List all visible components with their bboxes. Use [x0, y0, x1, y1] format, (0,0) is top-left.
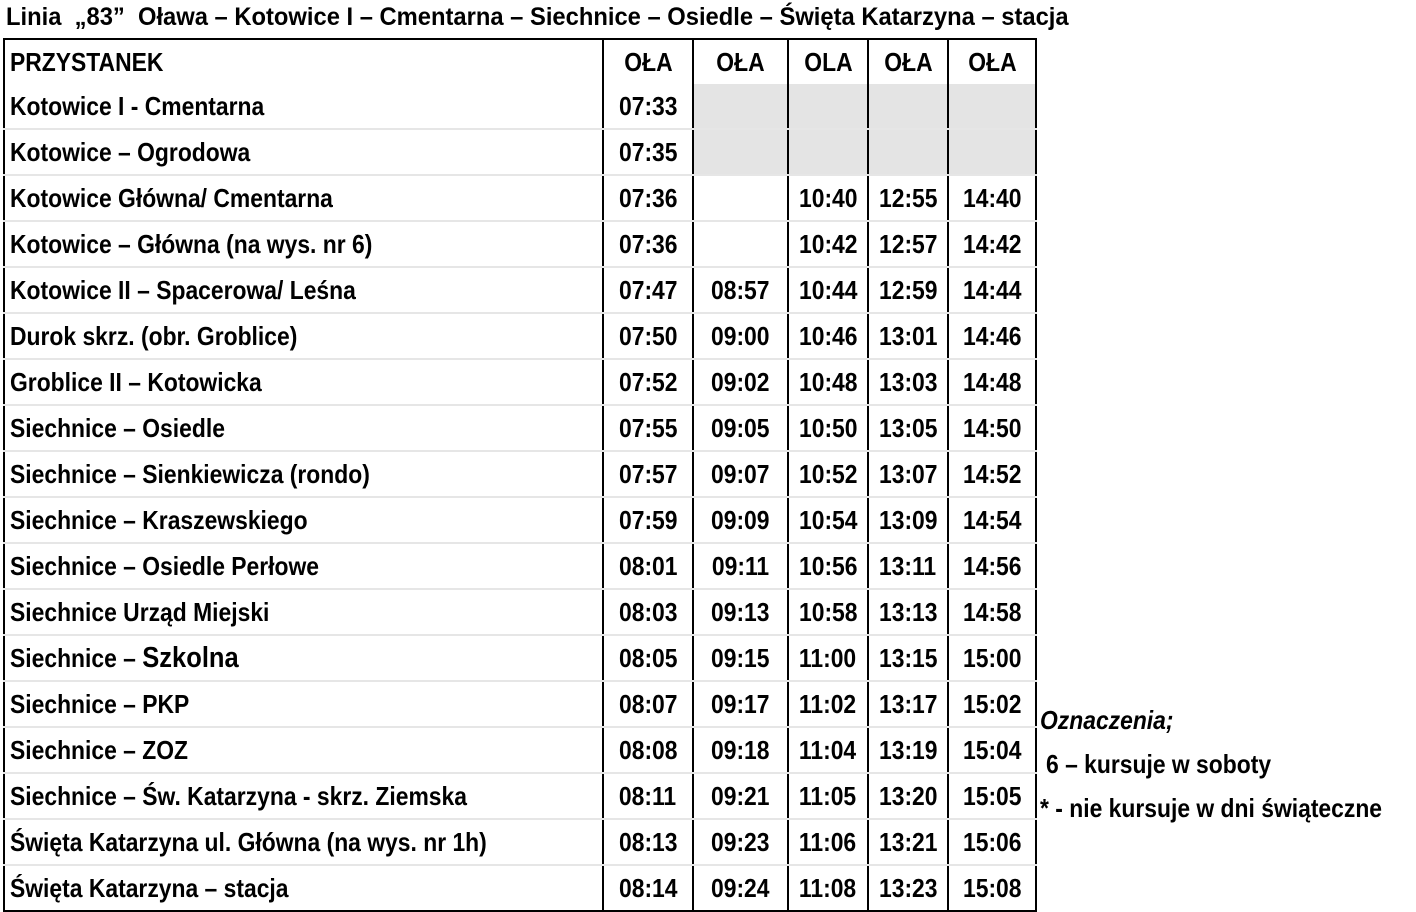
no-service-cell	[693, 129, 788, 175]
stop-name: Kotowice – Główna (na wys. nr 6)	[4, 221, 603, 267]
departure-time: 09:13	[693, 589, 788, 635]
departure-time: 10:54	[788, 497, 868, 543]
departure-time: 10:52	[788, 451, 868, 497]
departure-time: 14:56	[948, 543, 1036, 589]
stop-name: Kotowice I - Cmentarna	[4, 84, 603, 129]
departure-time: 13:21	[868, 819, 948, 865]
no-service-cell	[788, 129, 868, 175]
legend-item: * - nie kursuje w dni świąteczne	[1040, 793, 1383, 823]
departure-time: 09:09	[693, 497, 788, 543]
stop-name: Siechnice – Osiedle	[4, 405, 603, 451]
no-service-cell	[948, 129, 1036, 175]
departure-time: 11:06	[788, 819, 868, 865]
departure-time: 10:56	[788, 543, 868, 589]
stop-name: Groblice II – Kotowicka	[4, 359, 603, 405]
departure-time: 07:57	[603, 451, 693, 497]
departure-time: 09:21	[693, 773, 788, 819]
departure-time: 14:48	[948, 359, 1036, 405]
table-row	[4, 84, 1036, 129]
departure-time: 08:57	[693, 267, 788, 313]
no-service-cell	[693, 221, 788, 267]
departure-time: 07:59	[603, 497, 693, 543]
departure-time: 10:42	[788, 221, 868, 267]
departure-time: 10:44	[788, 267, 868, 313]
timetable	[3, 38, 1037, 912]
departure-time: 13:07	[868, 451, 948, 497]
legend-title: Oznaczenia;	[1040, 705, 1174, 735]
header-col: OŁA	[693, 39, 788, 84]
departure-time: 09:18	[693, 727, 788, 773]
table-row	[4, 359, 1036, 405]
table-row	[4, 865, 1036, 911]
departure-time: 08:07	[603, 681, 693, 727]
departure-time: 14:44	[948, 267, 1036, 313]
departure-time: 07:52	[603, 359, 693, 405]
departure-time: 14:58	[948, 589, 1036, 635]
departure-time: 13:09	[868, 497, 948, 543]
departure-time: 07:55	[603, 405, 693, 451]
departure-time: 13:19	[868, 727, 948, 773]
departure-time: 07:35	[603, 129, 693, 175]
departure-time: 09:07	[693, 451, 788, 497]
no-service-cell	[868, 129, 948, 175]
departure-time: 07:33	[603, 84, 693, 129]
stop-name: Siechnice – Osiedle Perłowe	[4, 543, 603, 589]
departure-time: 13:23	[868, 865, 948, 911]
stop-name: Siechnice – PKP	[4, 681, 603, 727]
departure-time: 14:46	[948, 313, 1036, 359]
departure-time: 13:20	[868, 773, 948, 819]
departure-time: 15:05	[948, 773, 1036, 819]
header-col: OŁA	[868, 39, 948, 84]
stop-name: Święta Katarzyna – stacja	[4, 865, 603, 911]
table-row	[4, 819, 1036, 865]
departure-time: 13:13	[868, 589, 948, 635]
departure-time: 11:02	[788, 681, 868, 727]
departure-time: 14:54	[948, 497, 1036, 543]
table-row	[4, 497, 1036, 543]
departure-time: 07:47	[603, 267, 693, 313]
departure-time: 08:13	[603, 819, 693, 865]
header-col: OŁA	[948, 39, 1036, 84]
table-row	[4, 405, 1036, 451]
header-col: OŁA	[603, 39, 693, 84]
table-row	[4, 313, 1036, 359]
stop-name: Kotowice – Ogrodowa	[4, 129, 603, 175]
departure-time: 14:42	[948, 221, 1036, 267]
stop-name: Siechnice Urząd Miejski	[4, 589, 603, 635]
departure-time: 11:00	[788, 635, 868, 681]
departure-time: 10:46	[788, 313, 868, 359]
legend-item: 6 – kursuje w soboty	[1046, 749, 1272, 779]
stop-name: Kotowice II – Spacerowa/ Leśna	[4, 267, 603, 313]
no-service-cell	[693, 84, 788, 129]
departure-time: 10:50	[788, 405, 868, 451]
departure-time: 09:15	[693, 635, 788, 681]
departure-time: 15:02	[948, 681, 1036, 727]
departure-time: 09:11	[693, 543, 788, 589]
departure-time: 09:02	[693, 359, 788, 405]
departure-time: 08:03	[603, 589, 693, 635]
table-row	[4, 221, 1036, 267]
table-row	[4, 773, 1036, 819]
stop-name: Święta Katarzyna ul. Główna (na wys. nr 1h)	[4, 819, 603, 865]
stop-name: Durok skrz. (obr. Groblice)	[4, 313, 603, 359]
stop-name: Siechnice – Kraszewskiego	[4, 497, 603, 543]
table-row	[4, 635, 1036, 681]
departure-time: 15:00	[948, 635, 1036, 681]
stop-name: Siechnice – Szkolna	[4, 635, 603, 681]
table-row	[4, 727, 1036, 773]
departure-time: 10:48	[788, 359, 868, 405]
timetable-title: Linia „83” Oława – Kotowice I – Cmentarna – Siechnice – Osiedle – Święta Katarzyna – stacja	[6, 3, 1069, 31]
departure-time: 08:01	[603, 543, 693, 589]
departure-time: 10:58	[788, 589, 868, 635]
header-row	[4, 39, 1036, 84]
no-service-cell	[788, 84, 868, 129]
table-row	[4, 451, 1036, 497]
departure-time: 12:59	[868, 267, 948, 313]
table-row	[4, 681, 1036, 727]
departure-time: 15:08	[948, 865, 1036, 911]
departure-time: 13:15	[868, 635, 948, 681]
departure-time: 08:11	[603, 773, 693, 819]
departure-time: 12:57	[868, 221, 948, 267]
departure-time: 11:04	[788, 727, 868, 773]
departure-time: 15:06	[948, 819, 1036, 865]
no-service-cell	[868, 84, 948, 129]
departure-time: 14:52	[948, 451, 1036, 497]
departure-time: 09:23	[693, 819, 788, 865]
no-service-cell	[948, 84, 1036, 129]
departure-time: 12:55	[868, 175, 948, 221]
stop-name: Siechnice – Sienkiewicza (rondo)	[4, 451, 603, 497]
stop-name: Siechnice – Św. Katarzyna - skrz. Ziemska	[4, 773, 603, 819]
departure-time: 11:05	[788, 773, 868, 819]
table-row	[4, 267, 1036, 313]
departure-time: 13:03	[868, 359, 948, 405]
table-row	[4, 129, 1036, 175]
departure-time: 08:08	[603, 727, 693, 773]
header-col: OLA	[788, 39, 868, 84]
no-service-cell	[693, 175, 788, 221]
departure-time: 13:17	[868, 681, 948, 727]
departure-time: 13:11	[868, 543, 948, 589]
table-row	[4, 543, 1036, 589]
departure-time: 09:24	[693, 865, 788, 911]
header-stop: PRZYSTANEK	[4, 39, 603, 84]
departure-time: 13:05	[868, 405, 948, 451]
stop-name: Kotowice Główna/ Cmentarna	[4, 175, 603, 221]
departure-time: 14:40	[948, 175, 1036, 221]
departure-time: 08:14	[603, 865, 693, 911]
departure-time: 07:50	[603, 313, 693, 359]
departure-time: 13:01	[868, 313, 948, 359]
table-row	[4, 175, 1036, 221]
departure-time: 09:05	[693, 405, 788, 451]
stop-name-suffix: Szkolna	[142, 641, 239, 674]
table-row	[4, 589, 1036, 635]
departure-time: 07:36	[603, 221, 693, 267]
departure-time: 08:05	[603, 635, 693, 681]
departure-time: 15:04	[948, 727, 1036, 773]
departure-time: 09:00	[693, 313, 788, 359]
departure-time: 07:36	[603, 175, 693, 221]
departure-time: 14:50	[948, 405, 1036, 451]
departure-time: 09:17	[693, 681, 788, 727]
stop-name: Siechnice – ZOZ	[4, 727, 603, 773]
departure-time: 10:40	[788, 175, 868, 221]
departure-time: 11:08	[788, 865, 868, 911]
